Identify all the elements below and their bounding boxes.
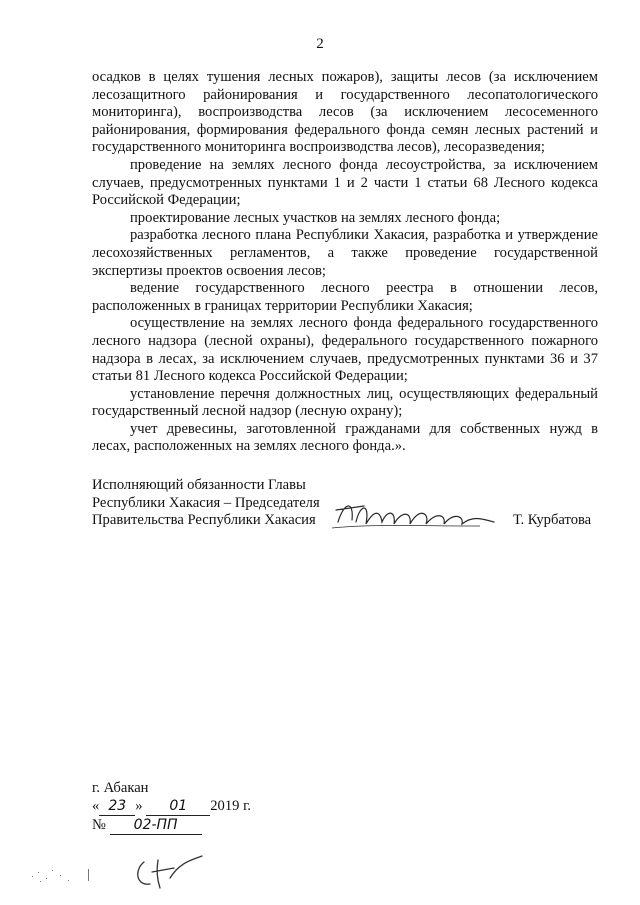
date-quote-open: « — [92, 798, 100, 814]
paragraph-1: осадков в целях тушения лесных пожаров), защиты лесов (за исключением лесозащитного районирования и государственного лесопатологического мониторинга), воспроизводства лесов (за исключением лесосеменного районирования, формирования федерального фонда семян лесных растений и государственного мониторинга воспроизводства лесов), лесоразведения; — [92, 69, 598, 156]
scan-artifact — [28, 866, 118, 886]
document-number — [92, 816, 251, 835]
paragraph-8: учет древесины, заготовленной гражданами для собственных нужд в лесах, расположенных на землях лесного фонда.». — [92, 420, 598, 455]
signatory-line-2: Республики Хакасия – Председателя — [92, 494, 320, 511]
paragraph-5: ведение государственного лесного реестра в отношении лесов, расположенных в границах территории Республики Хакасия; — [92, 280, 598, 314]
page-number: 2 — [316, 36, 324, 52]
paragraph-7: установление перечня должностных лиц, осуществляющих федеральный государственный лесной надзор (лесную охрану); — [92, 385, 598, 420]
document-footer — [92, 779, 251, 835]
paragraph-6: осуществление на землях лесного фонда федерального государственного лесного надзора (лесной охраны), федерального государственного пожарного надзора в лесах, за исключением случаев, предусмотренных пунктами 36 и 37 статьи 81 Лесного кодекса Российской Федерации; — [92, 315, 598, 385]
initials-mark — [130, 852, 210, 892]
signatory-name: Т. Курбатова — [513, 512, 592, 528]
signatory-line-1: Исполняющий обязанности Главы — [92, 477, 306, 493]
signatory-line-3: Правительства Республики Хакасия — [92, 512, 316, 529]
signatory-title — [92, 477, 320, 530]
date-month: 01 — [146, 797, 210, 816]
paragraph-2: проведение на землях лесного фонда лесоустройства, за исключением случаев, предусмотренных пунктами 1 и 2 части 1 статьи 68 Лесного кодекса Российской Федерации; — [92, 156, 598, 209]
number-label: № — [92, 817, 106, 833]
date-quote-close: » — [135, 798, 143, 814]
paragraph-3: проектирование лесных участков на землях лесного фонда; — [130, 209, 501, 226]
number-value: 02-ПП — [110, 816, 202, 835]
date-year: 2019 г. — [210, 798, 252, 814]
document-body — [92, 69, 598, 456]
handwritten-signature — [330, 492, 500, 536]
paragraph-4: разработка лесного плана Республики Хакасия, разработка и утверждение лесохозяйственных регламентов, а также проведение государственной экспертизы проектов освоения лесов; — [92, 227, 598, 279]
document-date — [92, 797, 251, 816]
date-day: 23 — [99, 797, 135, 816]
city: г. Абакан — [92, 780, 149, 796]
